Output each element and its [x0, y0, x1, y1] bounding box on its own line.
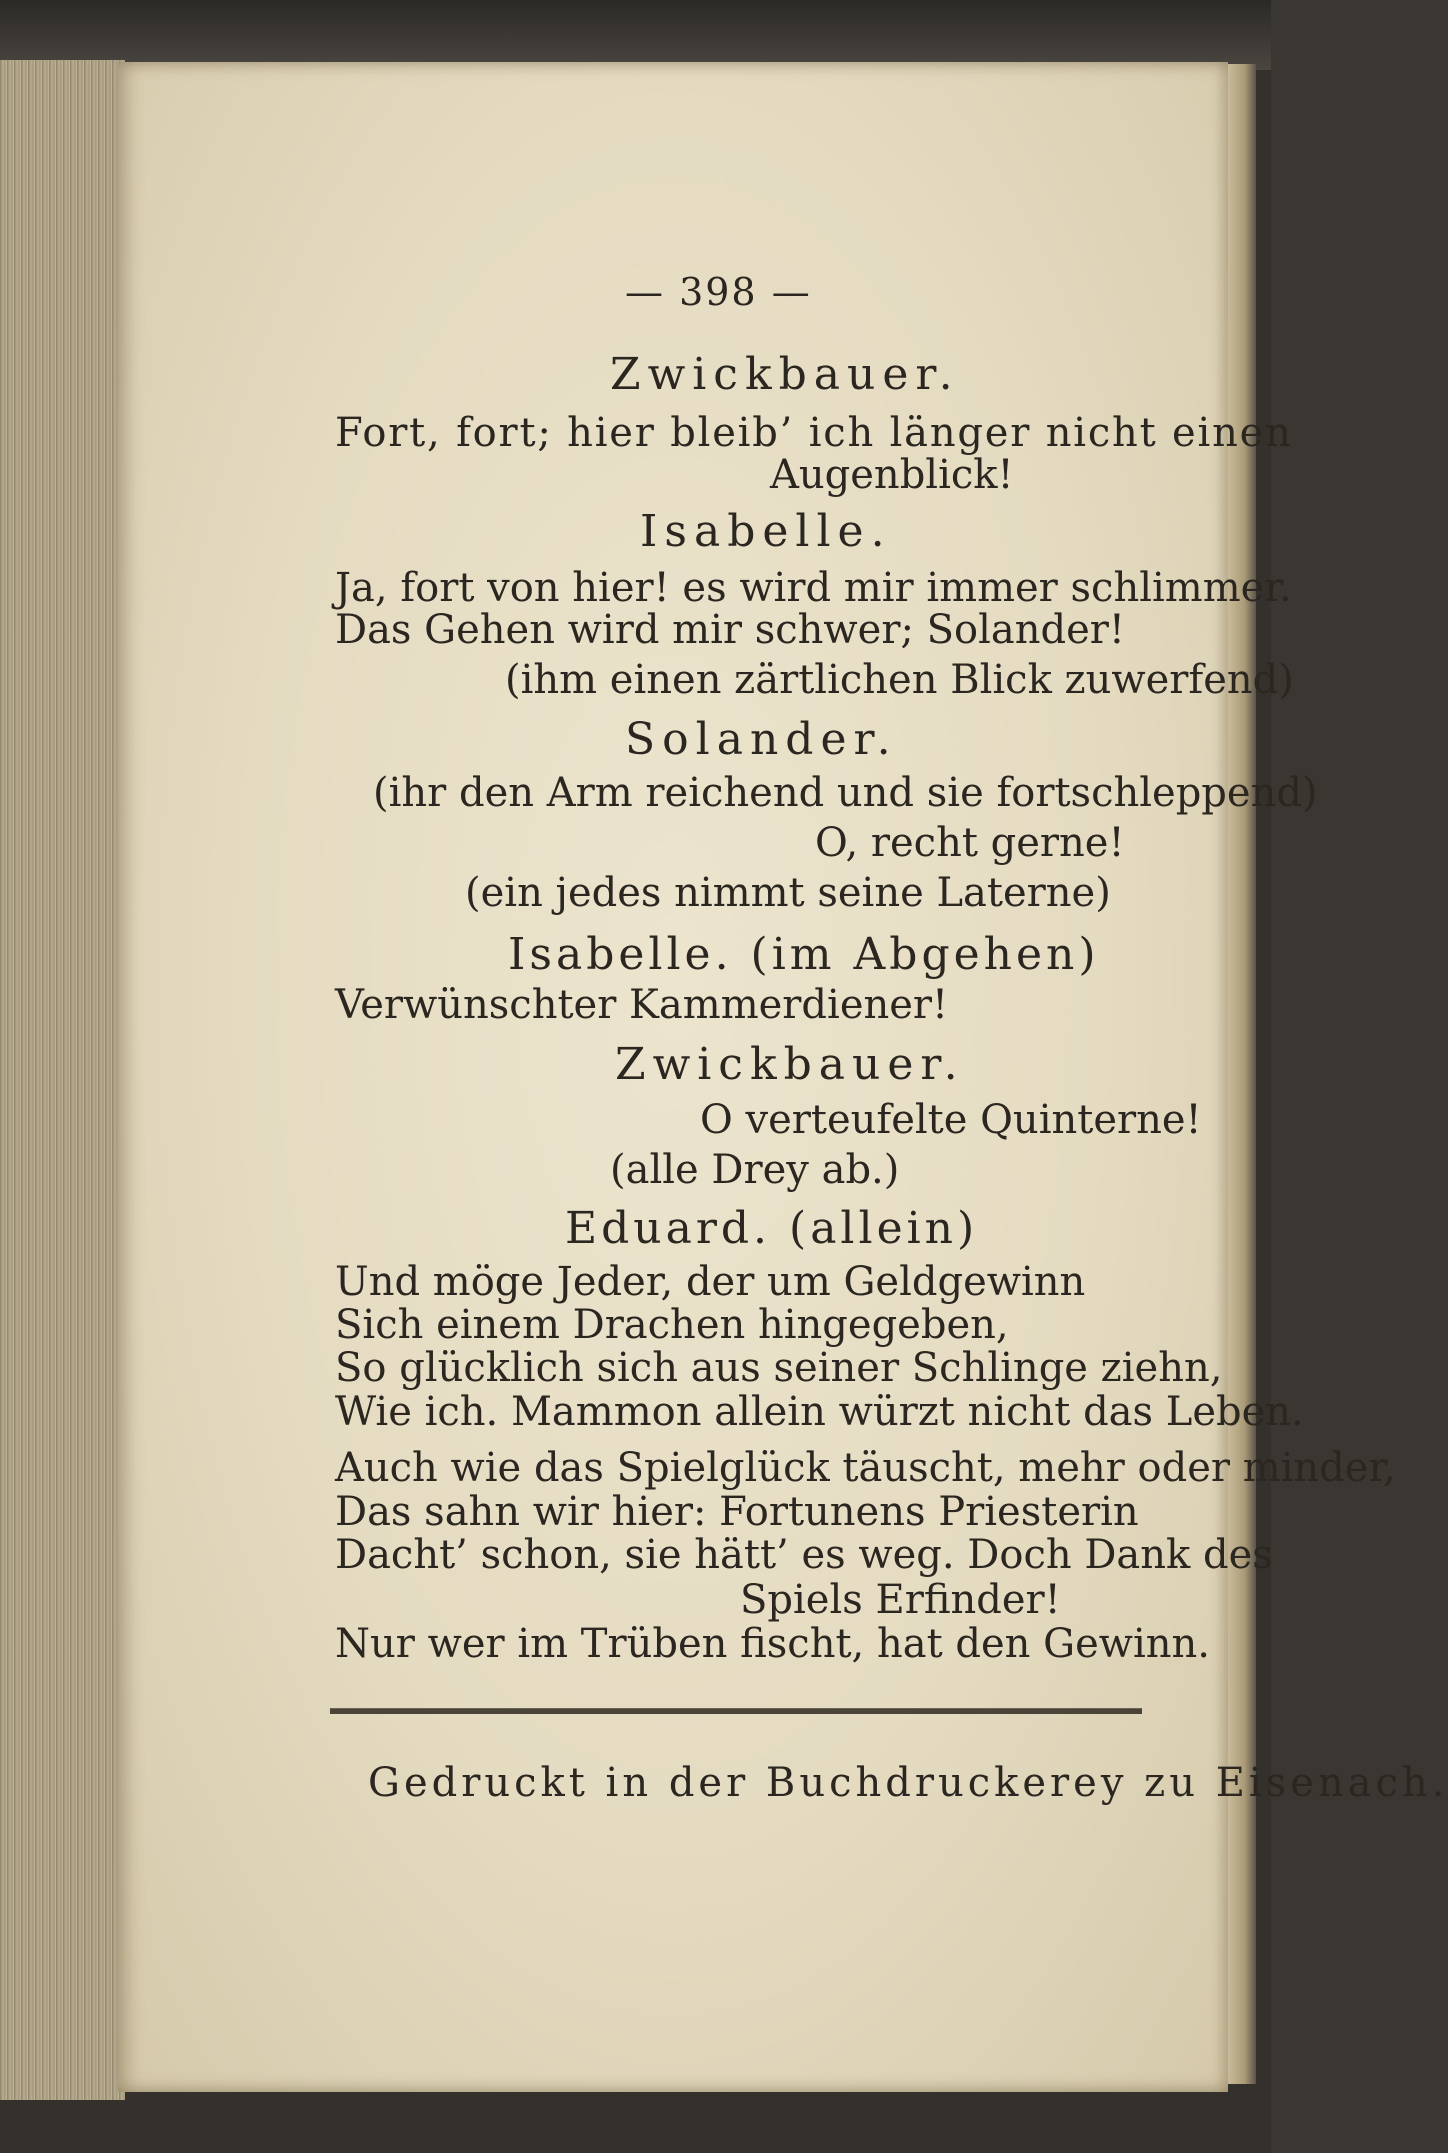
verse-line: Sich einem Drachen hingegeben, — [335, 1302, 1009, 1348]
stage-direction: (ein jedes nimmt seine Laterne) — [465, 870, 1111, 916]
speaker-isabelle: Isabelle. (im Abgehen) — [508, 929, 1100, 980]
speaker-zwickbauer: Zwickbauer. — [610, 349, 960, 400]
stage-direction: (alle Drey ab.) — [610, 1147, 900, 1193]
verse-line: Und möge Jeder, der um Geldgewinn — [335, 1259, 1086, 1305]
verse-line: Dacht’ schon, sie hätt’ es weg. Doch Dank des — [335, 1532, 1273, 1578]
speaker-isabelle: Isabelle. — [640, 506, 892, 557]
verse-line: O, recht gerne! — [815, 820, 1125, 866]
verse-line: Augenblick! — [770, 452, 1014, 498]
verse-line: Das sahn wir hier: Fortunens Priesterin — [335, 1489, 1139, 1535]
verse-line: Auch wie das Spielglück täuscht, mehr oder minder, — [335, 1445, 1396, 1491]
scan-top-shadow — [0, 0, 1271, 70]
speaker-solander: Solander. — [625, 714, 898, 765]
stage-direction: (ihr den Arm reichend und sie fortschleppend) — [373, 770, 1318, 816]
speaker-zwickbauer: Zwickbauer. — [615, 1039, 965, 1090]
end-rule — [330, 1708, 1142, 1714]
verse-line: So glücklich sich aus seiner Schlinge ziehn, — [335, 1345, 1223, 1391]
verse-line: Das Gehen wird mir schwer; Solander! — [335, 607, 1125, 653]
printer-imprint: Gedruckt in der Buchdruckerey zu Eisenach. — [368, 1760, 1448, 1806]
page-edges-left — [0, 60, 125, 2100]
verse-line: Spiels Erfinder! — [740, 1577, 1061, 1623]
verse-line: Nur wer im Trüben fischt, hat den Gewinn. — [335, 1621, 1211, 1667]
page-number: — 398 — — [625, 270, 812, 314]
speaker-eduard: Eduard. (allein) — [565, 1203, 979, 1254]
verse-line: Ja, fort von hier! es wird mir immer schlimmer. — [335, 565, 1292, 611]
verse-line: O verteufelte Quinterne! — [700, 1097, 1202, 1143]
verse-line: Wie ich. Mammon allein würzt nicht das Leben. — [335, 1389, 1304, 1435]
stage-direction: (ihm einen zärtlichen Blick zuwerfend) — [505, 657, 1294, 703]
verse-line: Fort, fort; hier bleib’ ich länger nicht einen — [335, 410, 1293, 456]
verse-line: Verwünschter Kammerdiener! — [335, 982, 949, 1028]
